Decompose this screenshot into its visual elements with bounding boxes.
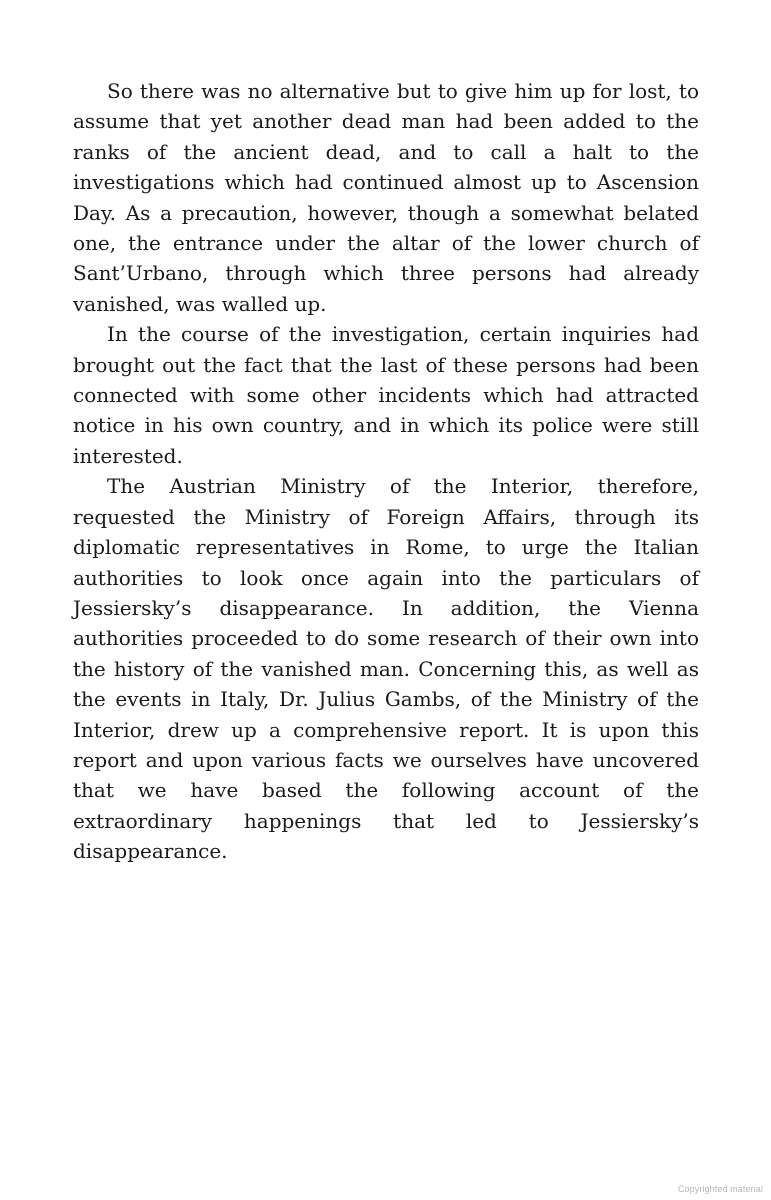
paragraph-1: So there was no alternative but to give him up for lost, to assume that yet another dead man had been added to the ranks of the ancient dead, and to call a halt to the investigations which had continued almost up to Ascension Day. As a precaution, however, though a somewhat belated one, the entrance under the altar of the lower church of Sant’Urbano, through which three persons had already vanished, was walled up. xyxy=(73,79,699,316)
body-text xyxy=(73,76,699,867)
paragraph-3: The Austrian Ministry of the Interior, therefore, requested the Ministry of Foreign Affairs, through its diplomatic representatives in Rome, to urge the Italian authorities to look once again into the particulars of Jessiersky’s disappearance. In addition, the Vienna authorities proceeded to do some research of their own into the history of the vanished man. Concerning this, as well as the events in Italy, Dr. Julius Gambs, of the Ministry of the Interior, drew up a comprehensive report. It is upon this report and upon various facts we ourselves have uncovered that we have based the following account of the extraordinary happenings that led to Jessiersky’s disappearance. xyxy=(73,474,699,864)
paragraph-2: In the course of the investigation, certain inquiries had brought out the fact that the last of these persons had been connected with some other incidents which had attracted notice in his own country, and in which its police were still interested. xyxy=(73,322,699,468)
copyright-watermark: Copyrighted material xyxy=(677,1184,763,1194)
